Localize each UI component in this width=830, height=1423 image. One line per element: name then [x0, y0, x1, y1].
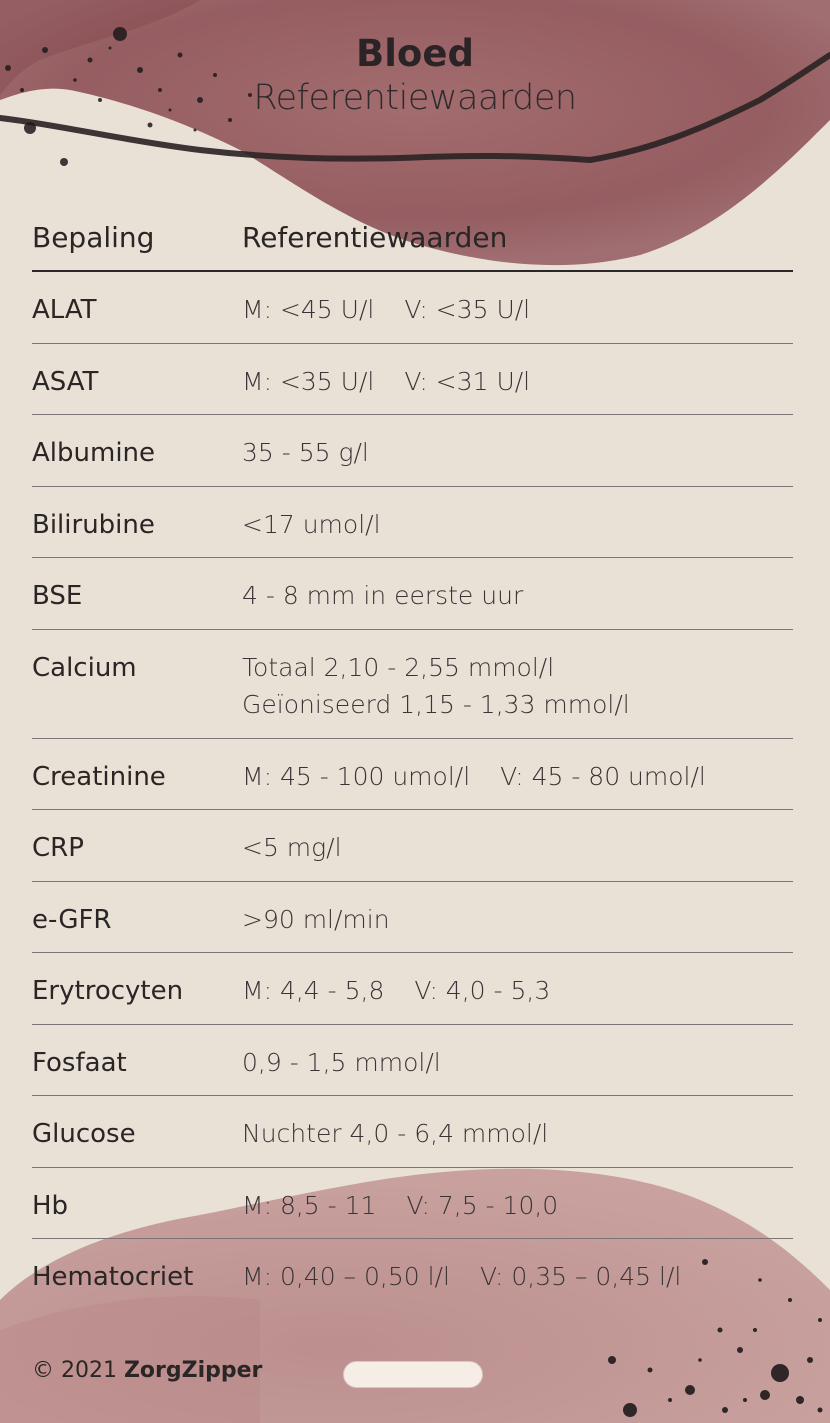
row-name: Hematocriet [32, 1262, 194, 1292]
table-row [32, 344, 793, 416]
home-indicator[interactable] [343, 1361, 483, 1388]
row-name: Hb [32, 1190, 69, 1221]
row-name: Bilirubine [32, 509, 155, 540]
row-name: Fosfaat [32, 1047, 127, 1078]
copyright-text: © 2021 [32, 1358, 124, 1383]
value-male: M: 8,5 - 11 [242, 1190, 377, 1220]
table-header [32, 204, 793, 272]
row-value [242, 1044, 793, 1081]
value-female: V: 45 - 80 umol/l [500, 761, 706, 791]
row-name: BSE [32, 581, 83, 611]
table-row [32, 558, 793, 630]
table-row [32, 1025, 793, 1097]
table-row [32, 810, 793, 882]
table-row [32, 487, 793, 559]
page-header [0, 30, 830, 118]
value-text: <17 umol/l [242, 509, 381, 539]
table-row [32, 953, 793, 1025]
row-name: ALAT [32, 295, 97, 325]
table-row [32, 882, 793, 954]
table-row [32, 1239, 793, 1311]
row-name: Glucose [32, 1119, 136, 1149]
table-row [32, 1168, 793, 1240]
value-male: M: 45 - 100 umol/l [242, 761, 471, 791]
value-line-total: Totaal 2,10 - 2,55 mmol/l [242, 652, 555, 682]
row-name: Calcium [32, 652, 137, 683]
value-text: 35 - 55 g/l [242, 438, 369, 467]
row-value [242, 506, 793, 543]
value-text: >90 ml/min [242, 904, 390, 934]
value-text: 4 - 8 mm in eerste uur [242, 581, 524, 610]
table-row [32, 415, 793, 487]
value-male: M: <35 U/l [242, 366, 375, 396]
column-header-bepaling: Bepaling [32, 220, 155, 254]
value-male: M: 4,4 - 5,8 [242, 976, 385, 1005]
row-value [242, 829, 793, 866]
table-row [32, 1096, 793, 1168]
row-name: Creatinine [32, 761, 166, 792]
value-male: M: <45 U/l [242, 295, 375, 324]
row-value [242, 363, 793, 400]
row-name: ASAT [32, 366, 99, 397]
row-name: Erytrocyten [32, 976, 184, 1006]
row-name: Albumine [32, 438, 156, 468]
reference-table [32, 204, 793, 1311]
table-row [32, 739, 793, 811]
brand-name: ZorgZipper [123, 1358, 263, 1383]
row-value [242, 291, 793, 328]
value-text: <5 mg/l [242, 833, 342, 862]
row-value [242, 972, 793, 1009]
value-female: V: <31 U/l [404, 366, 531, 396]
footer-copyright [32, 1358, 262, 1383]
value-line-ionized: Geïoniseerd 1,15 - 1,33 mmol/l [242, 689, 630, 719]
value-female: V: 4,0 - 5,3 [414, 976, 551, 1005]
row-value [242, 1115, 793, 1152]
row-name: e-GFR [32, 904, 112, 935]
table-row [32, 630, 793, 739]
row-value [242, 758, 793, 795]
value-female: V: <35 U/l [404, 295, 531, 324]
row-value [242, 901, 793, 938]
page-title: Bloed [356, 32, 474, 75]
row-value [242, 577, 793, 614]
row-value [242, 1187, 793, 1224]
row-value [242, 434, 793, 471]
value-female: V: 0,35 – 0,45 l/l [479, 1262, 682, 1291]
value-text: Nuchter 4,0 - 6,4 mmol/l [242, 1119, 549, 1148]
value-female: V: 7,5 - 10,0 [406, 1190, 559, 1220]
value-male: M: 0,40 – 0,50 l/l [242, 1262, 450, 1291]
value-text: 0,9 - 1,5 mmol/l [242, 1047, 441, 1077]
table-row [32, 272, 793, 344]
column-header-referentiewaarden: Referentiewaarden [242, 220, 508, 254]
row-value [242, 1258, 793, 1295]
row-name: CRP [32, 833, 84, 863]
row-value [242, 649, 793, 723]
page-subtitle: Referentiewaarden [253, 78, 577, 118]
